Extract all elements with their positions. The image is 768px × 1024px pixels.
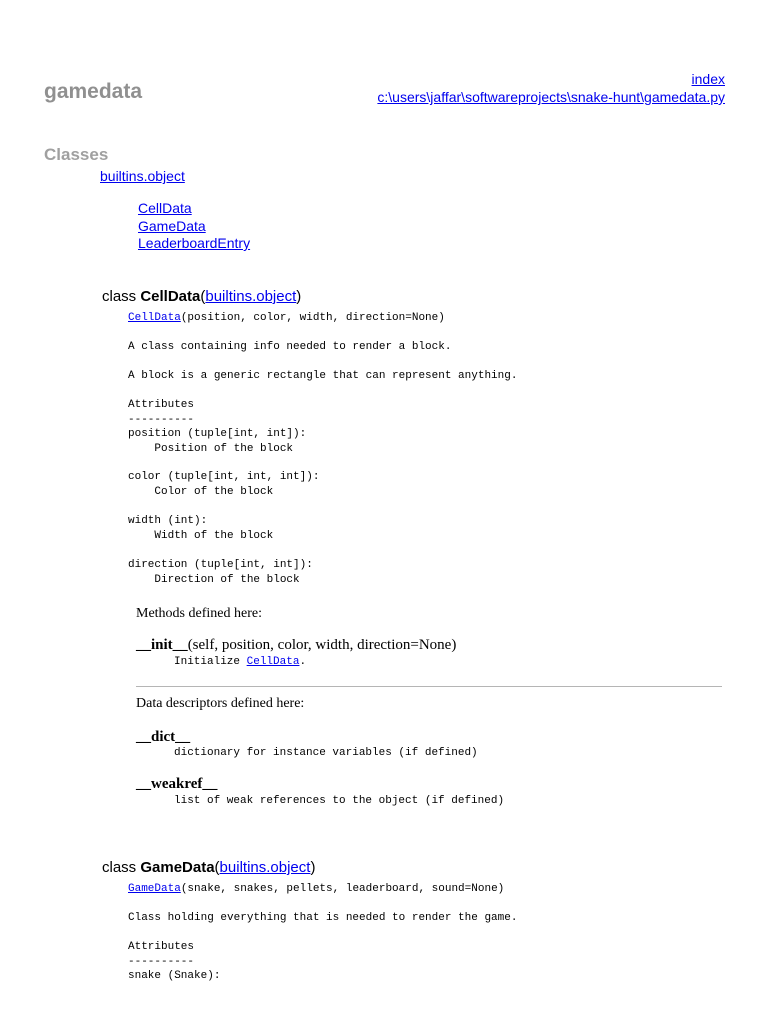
- dict-descriptor-doc: dictionary for instance variables (if defined): [174, 747, 478, 759]
- descriptors-heading: Data descriptors defined here:: [136, 696, 305, 711]
- celldata-description: A block is a generic rectangle that can represent anything.: [128, 370, 518, 382]
- class-name: CellData: [140, 288, 201, 305]
- celldata-attrs-position: Attributes ---------- position (tuple[int, int]): Position of the block: [128, 399, 307, 455]
- base-class-link[interactable]: builtins.object: [100, 168, 185, 184]
- paren-close: ): [296, 288, 302, 305]
- init-doc-celldata-link[interactable]: CellData: [246, 656, 300, 668]
- celldata-sig-args: (position, color, width, direction=None): [180, 312, 445, 324]
- init-method-signature: [136, 637, 456, 654]
- init-doc-prefix: Initialize: [174, 656, 247, 668]
- dict-descriptor-name: [136, 729, 190, 746]
- init-method-doc: [174, 656, 306, 668]
- class-name: GameData: [140, 859, 215, 876]
- weakref-descriptor-doc: list of weak references to the object (if defined): [174, 795, 505, 807]
- dict-name: __dict__: [136, 729, 191, 745]
- class-link-celldata[interactable]: CellData: [138, 200, 192, 216]
- index-link[interactable]: index: [691, 71, 725, 87]
- celldata-signature: [128, 311, 445, 326]
- paren-open: (: [200, 288, 206, 305]
- gamedata-summary: Class holding everything that is needed to render the game.: [128, 912, 518, 924]
- paren-close: ): [310, 859, 316, 876]
- class-link-gamedata[interactable]: GameData: [138, 217, 206, 234]
- celldata-class-header: [102, 288, 301, 305]
- gamedata-sig-link[interactable]: GameData: [128, 883, 181, 895]
- celldata-attrs-width: width (int): Width of the block: [128, 515, 274, 542]
- class-keyword: class: [102, 288, 141, 305]
- gamedata-class-header: [102, 859, 315, 876]
- header-links: [377, 70, 725, 106]
- paren-open: (: [214, 859, 220, 876]
- gamedata-sig-args: (snake, snakes, pellets, leaderboard, sound=None): [180, 883, 505, 895]
- gamedata-signature: [128, 882, 504, 897]
- class-tree: [138, 200, 250, 253]
- gamedata-attrs: Attributes ---------- snake (Snake):: [128, 941, 221, 982]
- init-method-name: __init__: [136, 637, 188, 653]
- module-path-link[interactable]: c:\users\jaffar\softwareprojects\snake-hunt\gamedata.py: [377, 89, 725, 105]
- celldata-summary: A class containing info needed to render a block.: [128, 341, 452, 353]
- classes-heading: Classes: [44, 145, 109, 164]
- weakref-name: __weakref__: [136, 776, 218, 792]
- celldata-attrs-color: color (tuple[int, int, int]): Color of the block: [128, 471, 320, 498]
- init-doc-suffix: .: [299, 656, 307, 668]
- class-keyword: class: [102, 859, 141, 876]
- module-title: gamedata: [44, 80, 143, 103]
- celldata-sig-link[interactable]: CellData: [128, 312, 181, 324]
- init-method-args: (self, position, color, width, direction=None): [187, 637, 457, 653]
- methods-heading: Methods defined here:: [136, 606, 262, 621]
- celldata-base-link[interactable]: builtins.object: [205, 288, 297, 305]
- weakref-descriptor-name: [136, 776, 217, 793]
- section-divider: [136, 686, 722, 687]
- class-link-leaderboardentry[interactable]: LeaderboardEntry: [138, 235, 251, 251]
- celldata-attrs-direction: direction (tuple[int, int]): Direction of the block: [128, 559, 313, 586]
- gamedata-base-link[interactable]: builtins.object: [219, 859, 311, 876]
